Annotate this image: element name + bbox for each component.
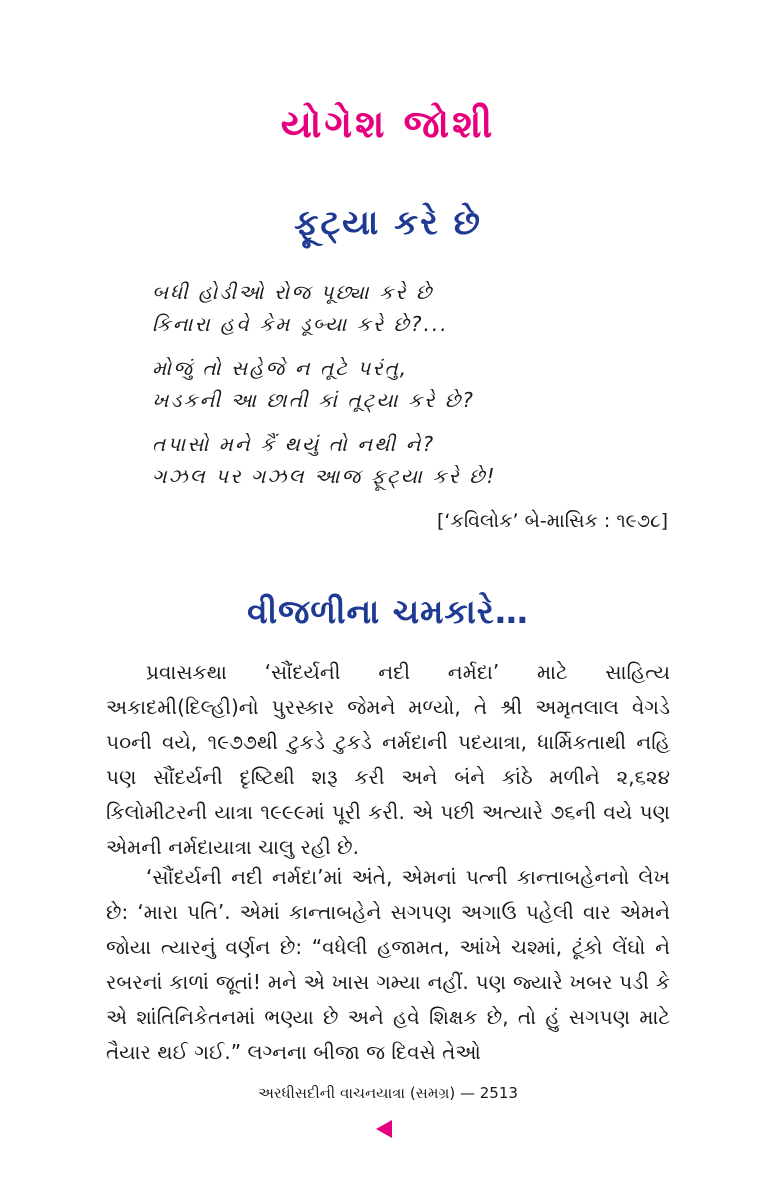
poem-line: ખડકની આ છાતી કાં તૂટ્યા કરે છે? — [152, 388, 475, 412]
poem-title: ફૂટ્યા કરે છે — [294, 203, 482, 243]
poem-stanza-1 — [152, 276, 672, 340]
poem-line: ગઝલ પર ગઝલ આજ ફૂટ્યા કરે છે! — [152, 464, 497, 488]
author-name: યોગેશ જોશી — [280, 102, 496, 146]
poem-stanza-2 — [152, 352, 672, 416]
essay-paragraph-2: ‘સૌંદર્યની નદી નર્મદા’માં અંતે, એમનાં પત્ની કાન્તાબહેનનો લેખ છે: ‘મારા પતિ’. એમાં કાન્તાબહેને સગપણ અગાઉ પહેલી વાર એમને જોયા ત્યારનું વર્ણન છે: “વધેલી હજામત, આંખે ચશ્માં, ટૂંકો લેંઘો ને રબરનાં કાળાં જૂતાં! મને એ ખાસ ગમ્યા નહીં. પણ જ્યારે ખબર પડી કે એ શાંતિનિકેતનમાં ભણ્યા છે અને હવે શિક્ષક છે, તો હું સગપણ માટે તૈયાર થઈ ગઈ.” લગ્નના બીજા જ દિવસે તેઓ — [106, 865, 670, 1064]
essay-paragraph-1: પ્રવાસકથા ‘સૌંદર્યની નદી નર્મદા’ માટે સાહિત્ય અકાદમી(દિલ્હી)નો પુરસ્કાર જેમને મળ્યો, તે શ્રી અમૃતલાલ વેગડે ૫૦ની વયે, ૧૯૭૭થી ટુકડે ટુકડે નર્મદાની પદયાત્રા, ધાર્મિકતાથી નહિ પણ સૌંદર્યની દૃષ્ટિથી શરૂ કરી અને બંને કાંઠે મળીને ૨,૬૨૪ કિલોમીટરની યાત્રા ૧૯૯૯માં પૂરી કરી. એ પછી અત્યારે ૭૬ની વયે પણ એમની નર્મદાયાત્રા ચાલુ રહી છે. — [106, 660, 670, 859]
poem-line: તપાસો મને કૈં થયું તો નથી ને? — [152, 432, 436, 456]
page-footer: અરધીસદીની વાચનયાત્રા (સમગ્ર) — 2513 — [258, 1084, 518, 1102]
poem-line: કિનારા હવે કેમ ડૂબ્યા કરે છે?... — [152, 312, 449, 336]
poem-line: બધી હોડીઓ રોજ પૂછ્યા કરે છે — [152, 280, 434, 304]
triangle-left-icon[interactable] — [376, 1120, 392, 1138]
essay-title: વીજળીના ચમકારે… — [247, 592, 529, 631]
poem-line: મોજું તો સહેજે ન તૂટે પરંતુ, — [152, 356, 409, 380]
poem-source: [‘કવિલોક’ બે-માસિક : ૧૯૭૮] — [437, 510, 668, 532]
poem-stanza-3 — [152, 428, 672, 492]
